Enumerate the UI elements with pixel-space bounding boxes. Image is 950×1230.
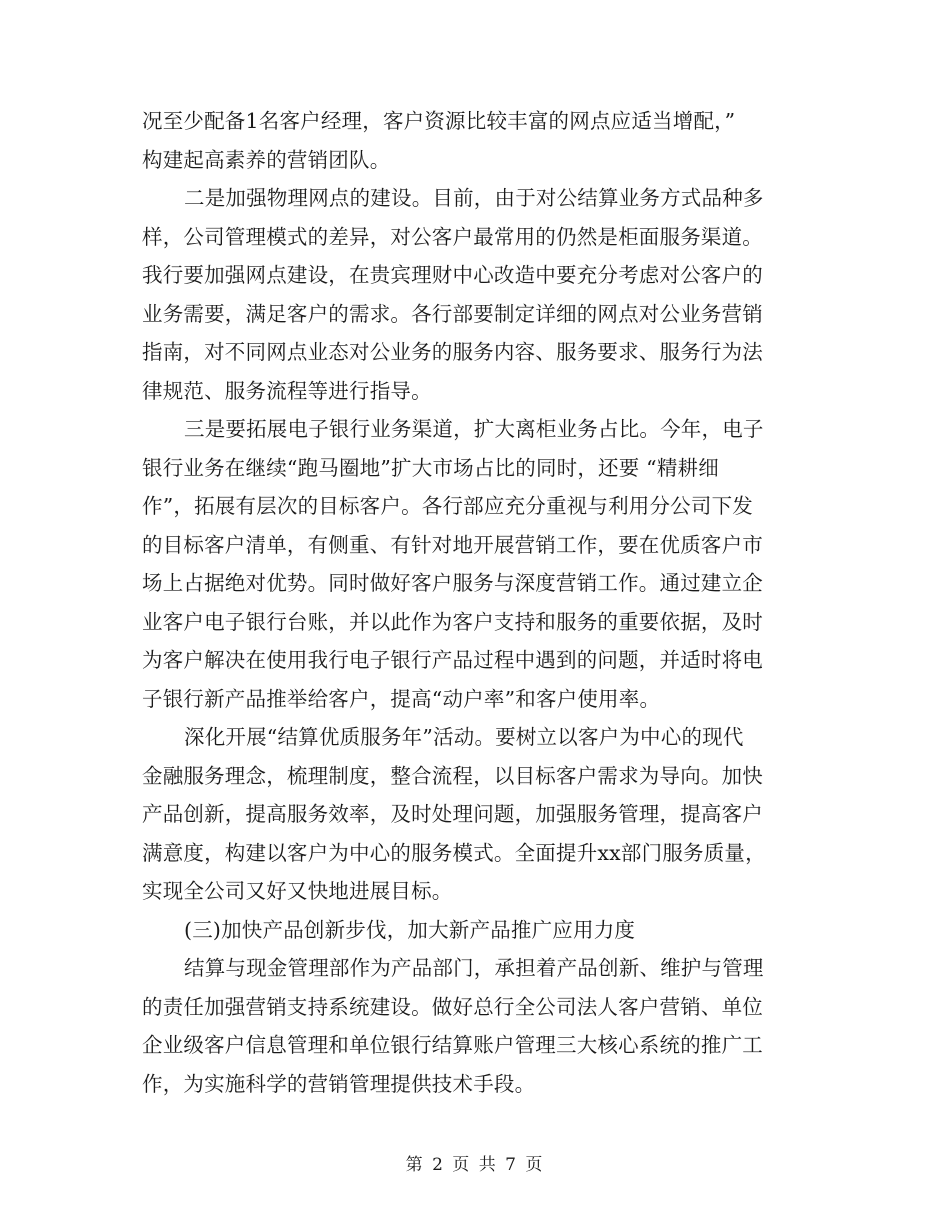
body-line: 场上占据绝对优势。同时做好客户服务与深度营销工作。通过建立企: [142, 571, 763, 595]
body-line: 产品创新，提高服务效率，及时处理问题，加强服务管理，提高客户: [142, 802, 763, 826]
document-body: [142, 102, 802, 1103]
body-line: 业客户电子银行台账，并以此作为客户支持和服务的重要依据，及时: [142, 609, 763, 634]
section-heading: (三)加快产品创新步伐，加大新产品推广应用力度: [184, 917, 636, 942]
body-line: 企业级客户信息管理和单位银行结算账户管理三大核心系统的推广工: [142, 1033, 763, 1057]
body-line: 的责任加强营销支持系统建设。做好总行全公司法人客户营销、单位: [142, 994, 763, 1019]
paragraph-start-line: 深化开展“结算优质服务年”活动。要树立以客户为中心的现代: [184, 725, 744, 749]
body-line: 金融服务理念，梳理制度，整合流程，以目标客户需求为导向。加快: [142, 763, 763, 788]
body-line: 构建起高素养的营销团队。: [142, 147, 391, 172]
paragraph-start-line: 结算与现金管理部作为产品部门，承担着产品创新、维护与管理: [184, 956, 764, 980]
body-line: 为客户解决在使用我行电子银行产品过程中遇到的问题，并适时将电: [142, 648, 763, 672]
body-line: 律规范、服务流程等进行指导。: [142, 378, 432, 403]
body-line: 样，公司管理模式的差异，对公客户最常用的仍然是柜面服务渠道。: [142, 224, 763, 249]
body-line: 实现全公司又好又快地进展目标。: [142, 879, 453, 903]
body-line: 子银行新产品推举给客户，提高“动户率”和客户使用率。: [142, 686, 661, 711]
body-line: 指南，对不同网点业态对公业务的服务内容、服务要求、服务行为法: [142, 340, 763, 364]
paragraph-start-line: 二是加强物理网点的建设。目前，由于对公结算业务方式品种多: [184, 186, 764, 210]
body-line: 况至少配备1名客户经理，客户资源比较丰富的网点应适当增配，”: [142, 109, 736, 133]
body-line: 银行业务在继续“跑马圈地”扩大市场占比的同时，还要 “精耕细: [142, 455, 719, 480]
paragraph-start-line: 三是要拓展电子银行业务渠道，扩大离柜业务占比。今年，电子: [184, 417, 764, 441]
page-number-footer: 第 2 页 共 7 页: [405, 1155, 545, 1175]
body-line: 业务需要，满足客户的需求。各行部要制定详细的网点对公业务营销: [142, 301, 763, 326]
body-line: 满意度，构建以客户为中心的服务模式。全面提升xx部门服务质量，: [142, 840, 766, 865]
body-line: 的目标客户清单，有侧重、有针对地开展营销工作，要在优质客户市: [142, 532, 763, 557]
body-line: 作，为实施科学的营销管理提供技术手段。: [142, 1071, 536, 1096]
body-line: 作”，拓展有层次的目标客户。各行部应充分重视与利用分公司下发: [142, 494, 753, 518]
body-line: 我行要加强网点建设，在贵宾理财中心改造中要充分考虑对公客户的: [142, 263, 763, 287]
